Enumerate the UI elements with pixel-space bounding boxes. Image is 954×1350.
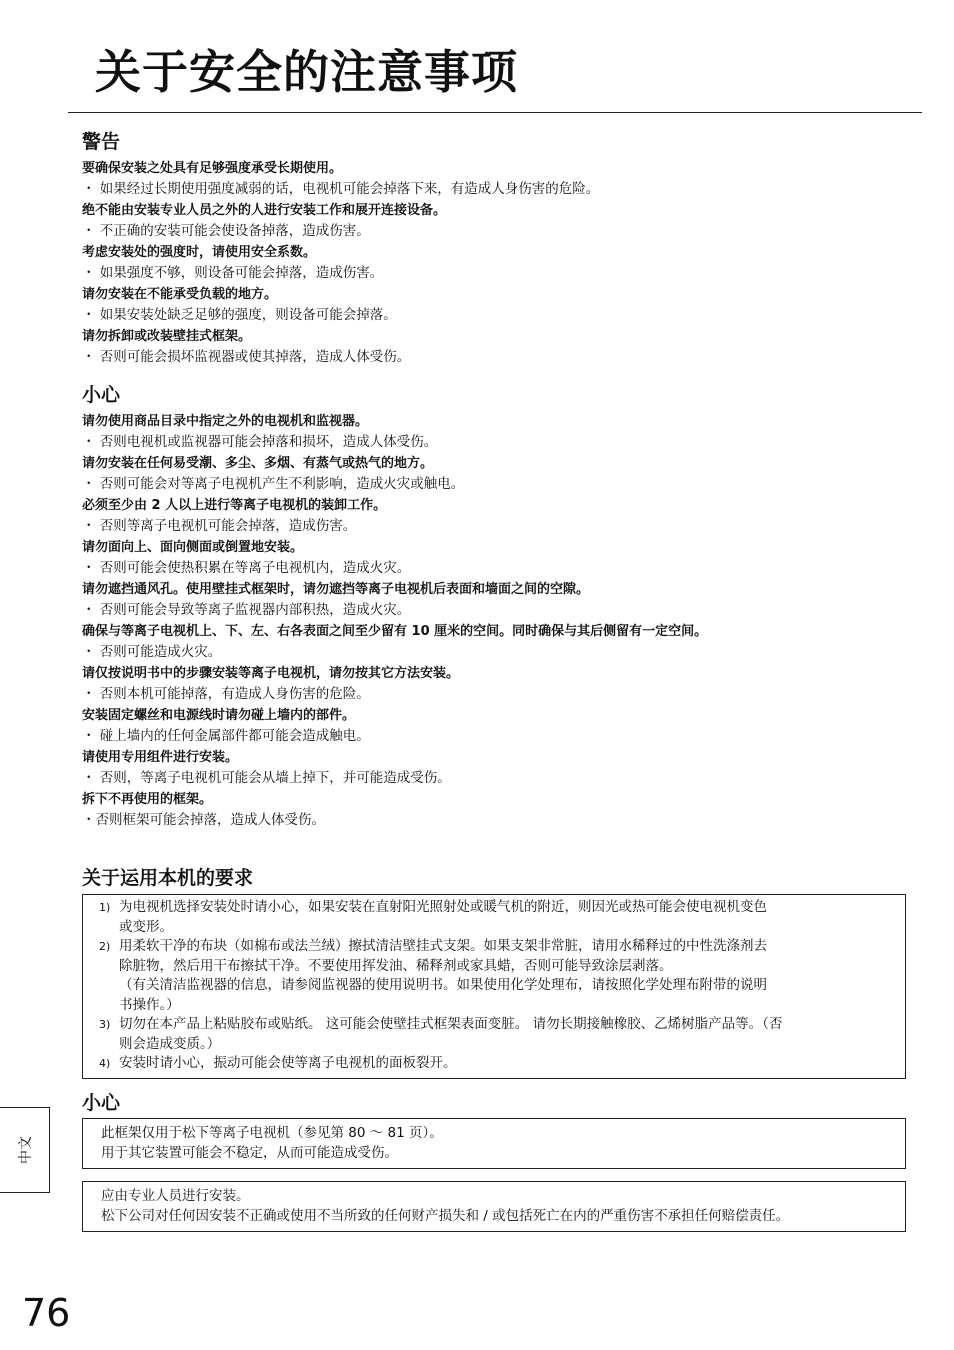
caution-item-heading: 请仅按说明书中的步骤安装等离子电视机，请勿按其它方法安装。 bbox=[82, 666, 460, 681]
caution2-box bbox=[82, 1118, 906, 1169]
requirement-item bbox=[83, 1054, 905, 1074]
warning-item-body: ・ 不正确的安装可能会使设备掉落，造成伤害。 bbox=[82, 223, 370, 239]
warning-item-body: ・ 如果经过长期使用强度减弱的话，电视机可能会掉落下来，有造成人身伤害的危险。 bbox=[82, 181, 600, 197]
warning-list bbox=[82, 158, 912, 368]
requirement-line: 书操作。） bbox=[119, 996, 180, 1013]
caution-item-body: ・ 否则等离子电视机可能会掉落，造成伤害。 bbox=[82, 518, 357, 534]
page-title: 关于安全的注意事项 bbox=[95, 45, 518, 99]
caution-item bbox=[82, 537, 912, 579]
caution-item bbox=[82, 453, 912, 495]
page-number: 76 bbox=[22, 1291, 71, 1335]
requirement-line: 或变形。 bbox=[119, 918, 173, 935]
caution-item bbox=[82, 579, 912, 621]
warning-item bbox=[82, 326, 912, 368]
caution-item-body: ・否则框架可能会掉落，造成人体受伤。 bbox=[82, 812, 325, 828]
caution-item-body: ・ 否则可能会导致等离子监视器内部积热，造成火灾。 bbox=[82, 602, 411, 618]
warning-item bbox=[82, 158, 912, 200]
caution-item-heading: 拆下不再使用的框架。 bbox=[82, 792, 213, 807]
warning-item-heading: 要确保安装之处具有足够强度承受长期使用。 bbox=[82, 161, 343, 176]
notice-line: 松下公司对任何因安装不正确或使用不当所致的任何财产损失和 / 或包括死亡在内的严重伤害不承担任何赔偿责任。 bbox=[101, 1208, 790, 1224]
requirement-item bbox=[83, 937, 905, 1015]
caution-item bbox=[82, 495, 912, 537]
requirement-item bbox=[83, 898, 905, 937]
requirement-item bbox=[83, 1015, 905, 1054]
requirements-box bbox=[82, 894, 906, 1079]
caution-item-body: ・ 否则，等离子电视机可能会从墙上掉下，并可能造成受伤。 bbox=[82, 770, 451, 786]
caution-item-heading: 请勿使用商品目录中指定之外的电视机和监视器。 bbox=[82, 414, 369, 429]
caution-item-body: ・ 否则可能会使热积累在等离子电视机内，造成火灾。 bbox=[82, 560, 411, 576]
requirement-line: （有关清洁监视器的信息，请参阅监视器的使用说明书。如果使用化学处理布，请按照化学处理布附带的说明 bbox=[119, 977, 767, 993]
requirement-line: 切勿在本产品上粘贴胶布或贴纸。 这可能会使壁挂式框架表面变脏。 请勿长期接触橡胶、乙烯树脂产品等。（否 bbox=[119, 1016, 783, 1032]
caution2-line: 此框架仅用于松下等离子电视机（参见第 80 ～ 81 页）。 bbox=[101, 1125, 443, 1141]
caution-item-body: ・ 碰上墙内的任何金属部件都可能会造成触电。 bbox=[82, 728, 370, 744]
warning-item-heading: 绝不能由安装专业人员之外的人进行安装工作和展开连接设备。 bbox=[82, 203, 447, 218]
caution2-heading: 小心 bbox=[82, 1092, 121, 1114]
requirement-line: 为电视机选择安装处时请小心，如果安装在直射阳光照射处或暖气机的附近，则因光或热可能会使电视机变色 bbox=[119, 899, 767, 915]
requirement-line: 用柔软干净的布块（如棉布或法兰绒）擦拭清洁壁挂式支架。如果支架非常脏，请用水稀释过的中性洗涤剂去 bbox=[119, 938, 767, 954]
caution-item bbox=[82, 747, 912, 789]
warning-item-body: ・ 如果强度不够，则设备可能会掉落，造成伤害。 bbox=[82, 265, 384, 281]
caution-heading: 小心 bbox=[82, 384, 121, 406]
caution-item-heading: 请勿安装在任何易受潮、多尘、多烟、有蒸气或热气的地方。 bbox=[82, 456, 434, 471]
caution-item-body: ・ 否则可能造成火灾。 bbox=[82, 644, 222, 660]
title-divider bbox=[68, 112, 922, 113]
caution-item-heading: 请勿遮挡通风孔。使用壁挂式框架时，请勿遮挡等离子电视机后表面和墙面之间的空隙。 bbox=[82, 582, 590, 597]
caution-item bbox=[82, 411, 912, 453]
notice-line: 应由专业人员进行安装。 bbox=[101, 1188, 250, 1204]
warning-item-heading: 请勿安装在不能承受负载的地方。 bbox=[82, 287, 278, 302]
warning-item bbox=[82, 242, 912, 284]
warning-item-body: ・ 否则可能会损坏监视器或使其掉落，造成人体受伤。 bbox=[82, 349, 411, 365]
caution-item-body: ・ 否则可能会对等离子电视机产生不利影响，造成火灾或触电。 bbox=[82, 476, 465, 492]
warning-item-heading: 考虑安装处的强度时，请使用安全系数。 bbox=[82, 245, 317, 260]
language-tab bbox=[0, 1107, 50, 1193]
caution-item-body: ・ 否则电视机或监视器可能会掉落和损坏，造成人体受伤。 bbox=[82, 434, 438, 450]
notice-box bbox=[82, 1181, 906, 1232]
caution-item-heading: 请勿面向上、面向侧面或倒置地安装。 bbox=[82, 540, 304, 555]
caution-item bbox=[82, 789, 912, 831]
caution-item bbox=[82, 663, 912, 705]
language-tab-label: 中文 bbox=[17, 1136, 34, 1164]
caution-item bbox=[82, 621, 912, 663]
requirement-line: 除脏物，然后用干布擦拭干净。不要使用挥发油、稀释剂或家具蜡，否则可能导致涂层剥落。 bbox=[119, 957, 673, 974]
caution-item bbox=[82, 705, 912, 747]
caution-list bbox=[82, 411, 912, 831]
requirement-number: 2) bbox=[99, 940, 111, 953]
requirement-number: 3) bbox=[99, 1018, 111, 1031]
requirements-heading: 关于运用本机的要求 bbox=[82, 867, 254, 889]
caution-item-heading: 请使用专用组件进行安装。 bbox=[82, 750, 239, 765]
requirement-line: 安装时请小心，振动可能会使等离子电视机的面板裂开。 bbox=[119, 1055, 457, 1071]
caution-item-heading: 安装固定螺丝和电源线时请勿碰上墙内的部件。 bbox=[82, 708, 356, 723]
caution-item-heading: 必须至少由 2 人以上进行等离子电视机的装卸工作。 bbox=[82, 498, 387, 513]
warning-item-heading: 请勿拆卸或改装壁挂式框架。 bbox=[82, 329, 252, 344]
requirement-number: 1) bbox=[99, 901, 111, 914]
warning-item bbox=[82, 200, 912, 242]
warning-heading: 警告 bbox=[82, 131, 121, 153]
caution2-line: 用于其它装置可能会不稳定，从而可能造成受伤。 bbox=[101, 1145, 398, 1161]
requirement-number: 4) bbox=[99, 1057, 111, 1070]
caution-item-body: ・ 否则本机可能掉落，有造成人身伤害的危险。 bbox=[82, 686, 370, 702]
requirement-line: 则会造成变质。） bbox=[119, 1035, 221, 1052]
warning-item bbox=[82, 284, 912, 326]
warning-item-body: ・ 如果安装处缺乏足够的强度，则设备可能会掉落。 bbox=[82, 307, 397, 323]
caution-item-heading: 确保与等离子电视机上、下、左、右各表面之间至少留有 10 厘米的空间。同时确保与其后侧留有一定空间。 bbox=[82, 624, 708, 639]
requirements-list bbox=[83, 898, 905, 1074]
